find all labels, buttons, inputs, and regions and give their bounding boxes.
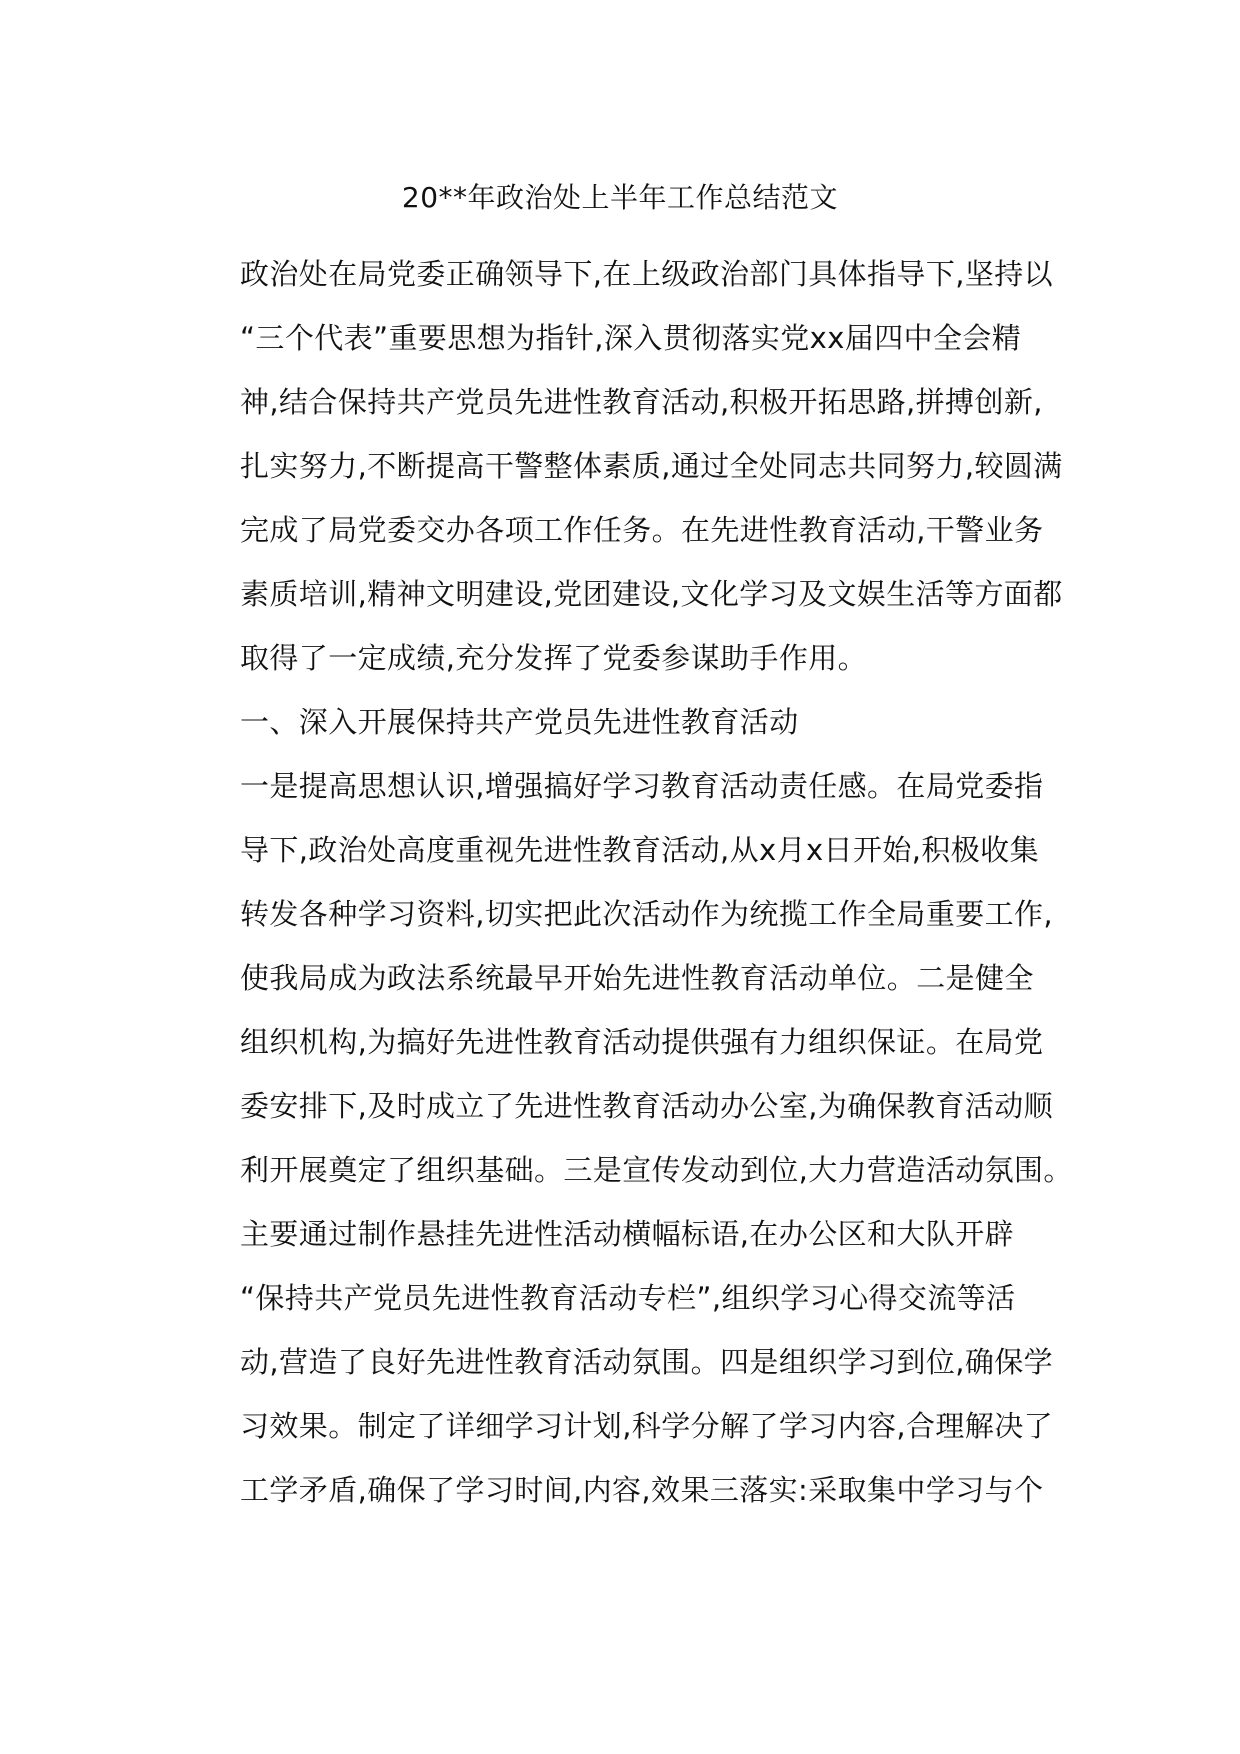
body-line: 委安排下,及时成立了先进性教育活动办公室,为确保教育活动顺 [240,1089,1054,1123]
body-line: 习效果。制定了详细学习计划,科学分解了学习内容,合理解决了 [240,1409,1054,1443]
body-line: 使我局成为政法系统最早开始先进性教育活动单位。二是健全 [240,961,1034,995]
body-line: 组织机构,为搞好先进性教育活动提供强有力组织保证。在局党 [240,1025,1044,1059]
body-line: 动,营造了良好先进性教育活动氛围。四是组织学习到位,确保学 [240,1345,1054,1379]
body-line: 转发各种学习资料,切实把此次活动作为统揽工作全局重要工作, [240,897,1054,931]
document-title: 20**年政治处上半年工作总结范文 [401,181,839,214]
body-line: “三个代表”重要思想为指针,深入贯彻落实党xx届四中全会精 [240,321,1022,355]
body-line: 工学矛盾,确保了学习时间,内容,效果三落实:采取集中学习与个 [240,1473,1044,1507]
body-line: 一是提高思想认识,增强搞好学习教育活动责任感。在局党委指 [240,769,1044,803]
section-heading: 一、深入开展保持共产党员先进性教育活动 [240,705,799,739]
document-body [240,242,1073,1522]
body-line: 主要通过制作悬挂先进性活动横幅标语,在办公区和大队开辟 [240,1217,1015,1251]
body-line: 素质培训,精神文明建设,党团建设,文化学习及文娱生活等方面都 [240,577,1063,611]
body-line: 导下,政治处高度重视先进性教育活动,从x月x日开始,积极收集 [240,833,1039,867]
body-line: 取得了一定成绩,充分发挥了党委参谋助手作用。 [240,641,868,675]
body-line: 利开展奠定了组织基础。三是宣传发动到位,大力营造活动氛围。 [240,1153,1073,1187]
body-line: 完成了局党委交办各项工作任务。在先进性教育活动,干警业务 [240,513,1044,547]
body-line: 扎实努力,不断提高干警整体素质,通过全处同志共同努力,较圆满 [240,449,1063,483]
body-line: 神,结合保持共产党员先进性教育活动,积极开拓思路,拼搏创新, [240,385,1043,419]
body-line: “保持共产党员先进性教育活动专栏”,组织学习心得交流等活 [240,1281,1016,1315]
body-line: 政治处在局党委正确领导下,在上级政治部门具体指导下,坚持以 [240,257,1054,291]
